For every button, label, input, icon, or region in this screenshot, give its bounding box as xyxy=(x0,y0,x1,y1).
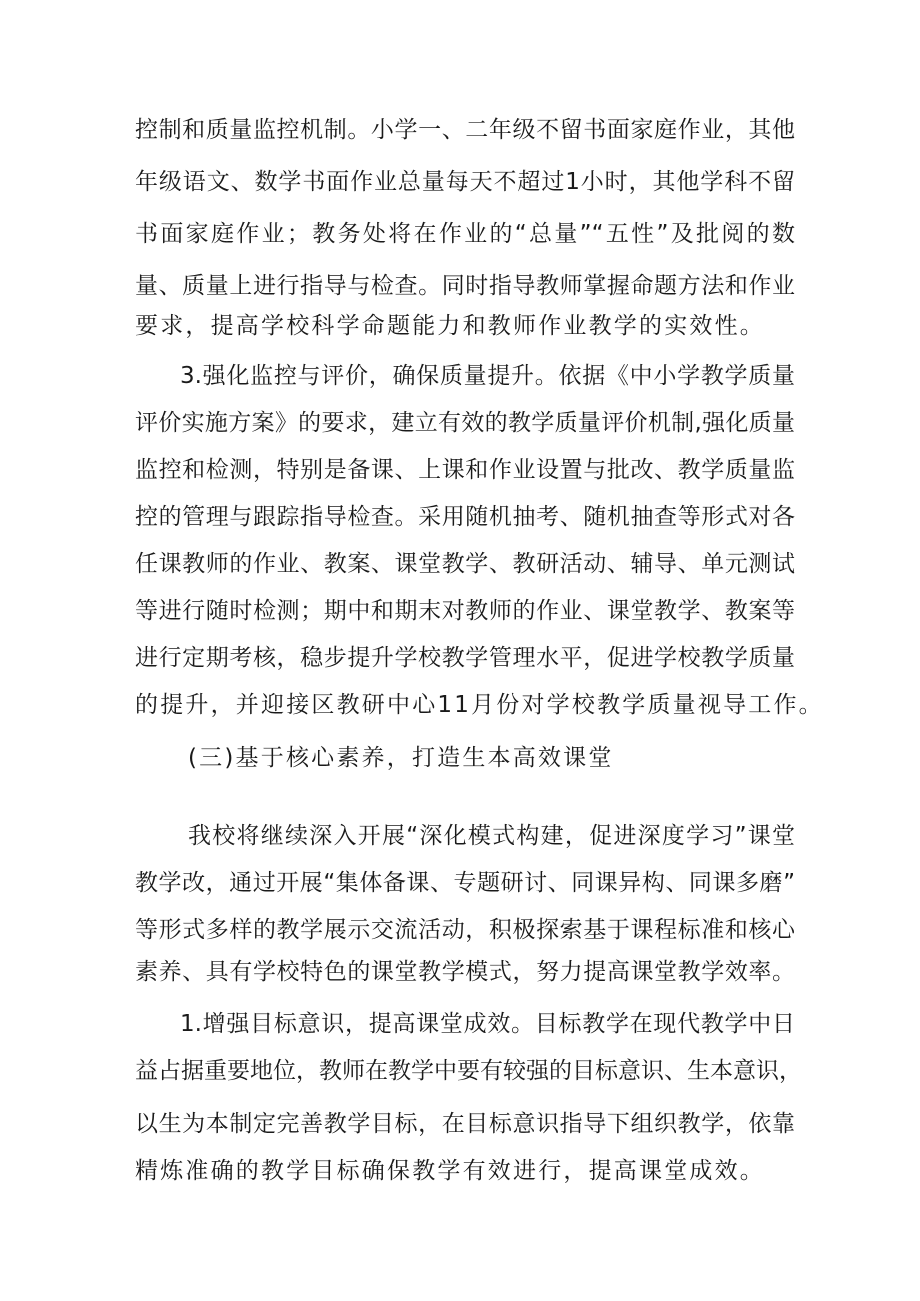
para2-line-2: 评价实施方案》的要求，建立有效的教学质量评价机制,强化质量 xyxy=(135,410,795,436)
para4-line-4: 精炼准确的教学目标确保教学有效进行，提高课堂成效。 xyxy=(135,1158,765,1184)
para4-line-2: 益占据重要地位，教师在教学中要有较强的目标意识、生本意识， xyxy=(135,1058,802,1084)
para2-line-7: 进行定期考核，稳步提升学校教学管理水平，促进学校教学质量 xyxy=(135,645,795,671)
para3-line-3: 等形式多样的教学展示交流活动，积极探索基于课程标准和核心 xyxy=(135,917,795,943)
para1-line-4: 量、质量上进行指导与检查。同时指导教师掌握命题方法和作业 xyxy=(135,273,795,299)
para4-line-3: 以生为本制定完善教学目标，在目标意识指导下组织教学，依靠 xyxy=(135,1111,795,1137)
para3-line-1: 我校将继续深入开展“深化模式构建，促进深度学习”课堂 xyxy=(188,823,795,849)
para3-line-2: 教学改，通过开展“集体备课、专题研讨、同课异构、同课多磨” xyxy=(135,870,795,896)
para2-line-3: 监控和检测，特别是备课、上课和作业设置与批改、教学质量监 xyxy=(135,457,795,483)
para1-line-2: 年级语文、数学书面作业总量每天不超过1小时，其他学科不留 xyxy=(135,169,795,195)
para4-line-1: 1.增强目标意识，提高课堂成效。目标教学在现代教学中日 xyxy=(180,1011,795,1037)
para2-line-4: 控的管理与跟踪指导检查。采用随机抽考、随机抽查等形式对各 xyxy=(135,504,795,530)
para2-line-1: 3.强化监控与评价，确保质量提升。依据《中小学教学质量 xyxy=(180,363,795,389)
para2-line-8: 的提升，并迎接区教研中心11月份对学校教学质量视导工作。 xyxy=(135,692,824,718)
para1-line-5: 要求，提高学校科学命题能力和教师作业教学的实效性。 xyxy=(135,313,765,339)
para1-line-1: 控制和质量监控机制。小学一、二年级不留书面家庭作业，其他 xyxy=(135,117,795,143)
para2-line-6: 等进行随时检测；期中和期末对教师的作业、课堂教学、教案等 xyxy=(135,598,795,624)
para1-line-3: 书面家庭作业；教务处将在作业的“总量”“五性”及批阅的数 xyxy=(135,221,795,247)
para2-line-5: 任课教师的作业、教案、课堂教学、教研活动、辅导、单元测试 xyxy=(135,551,795,577)
section-heading: (三)基于核心素养，打造生本高效课堂 xyxy=(188,745,614,771)
para3-line-4: 素养、具有学校特色的课堂教学模式，努力提高课堂教学效率。 xyxy=(135,959,795,985)
